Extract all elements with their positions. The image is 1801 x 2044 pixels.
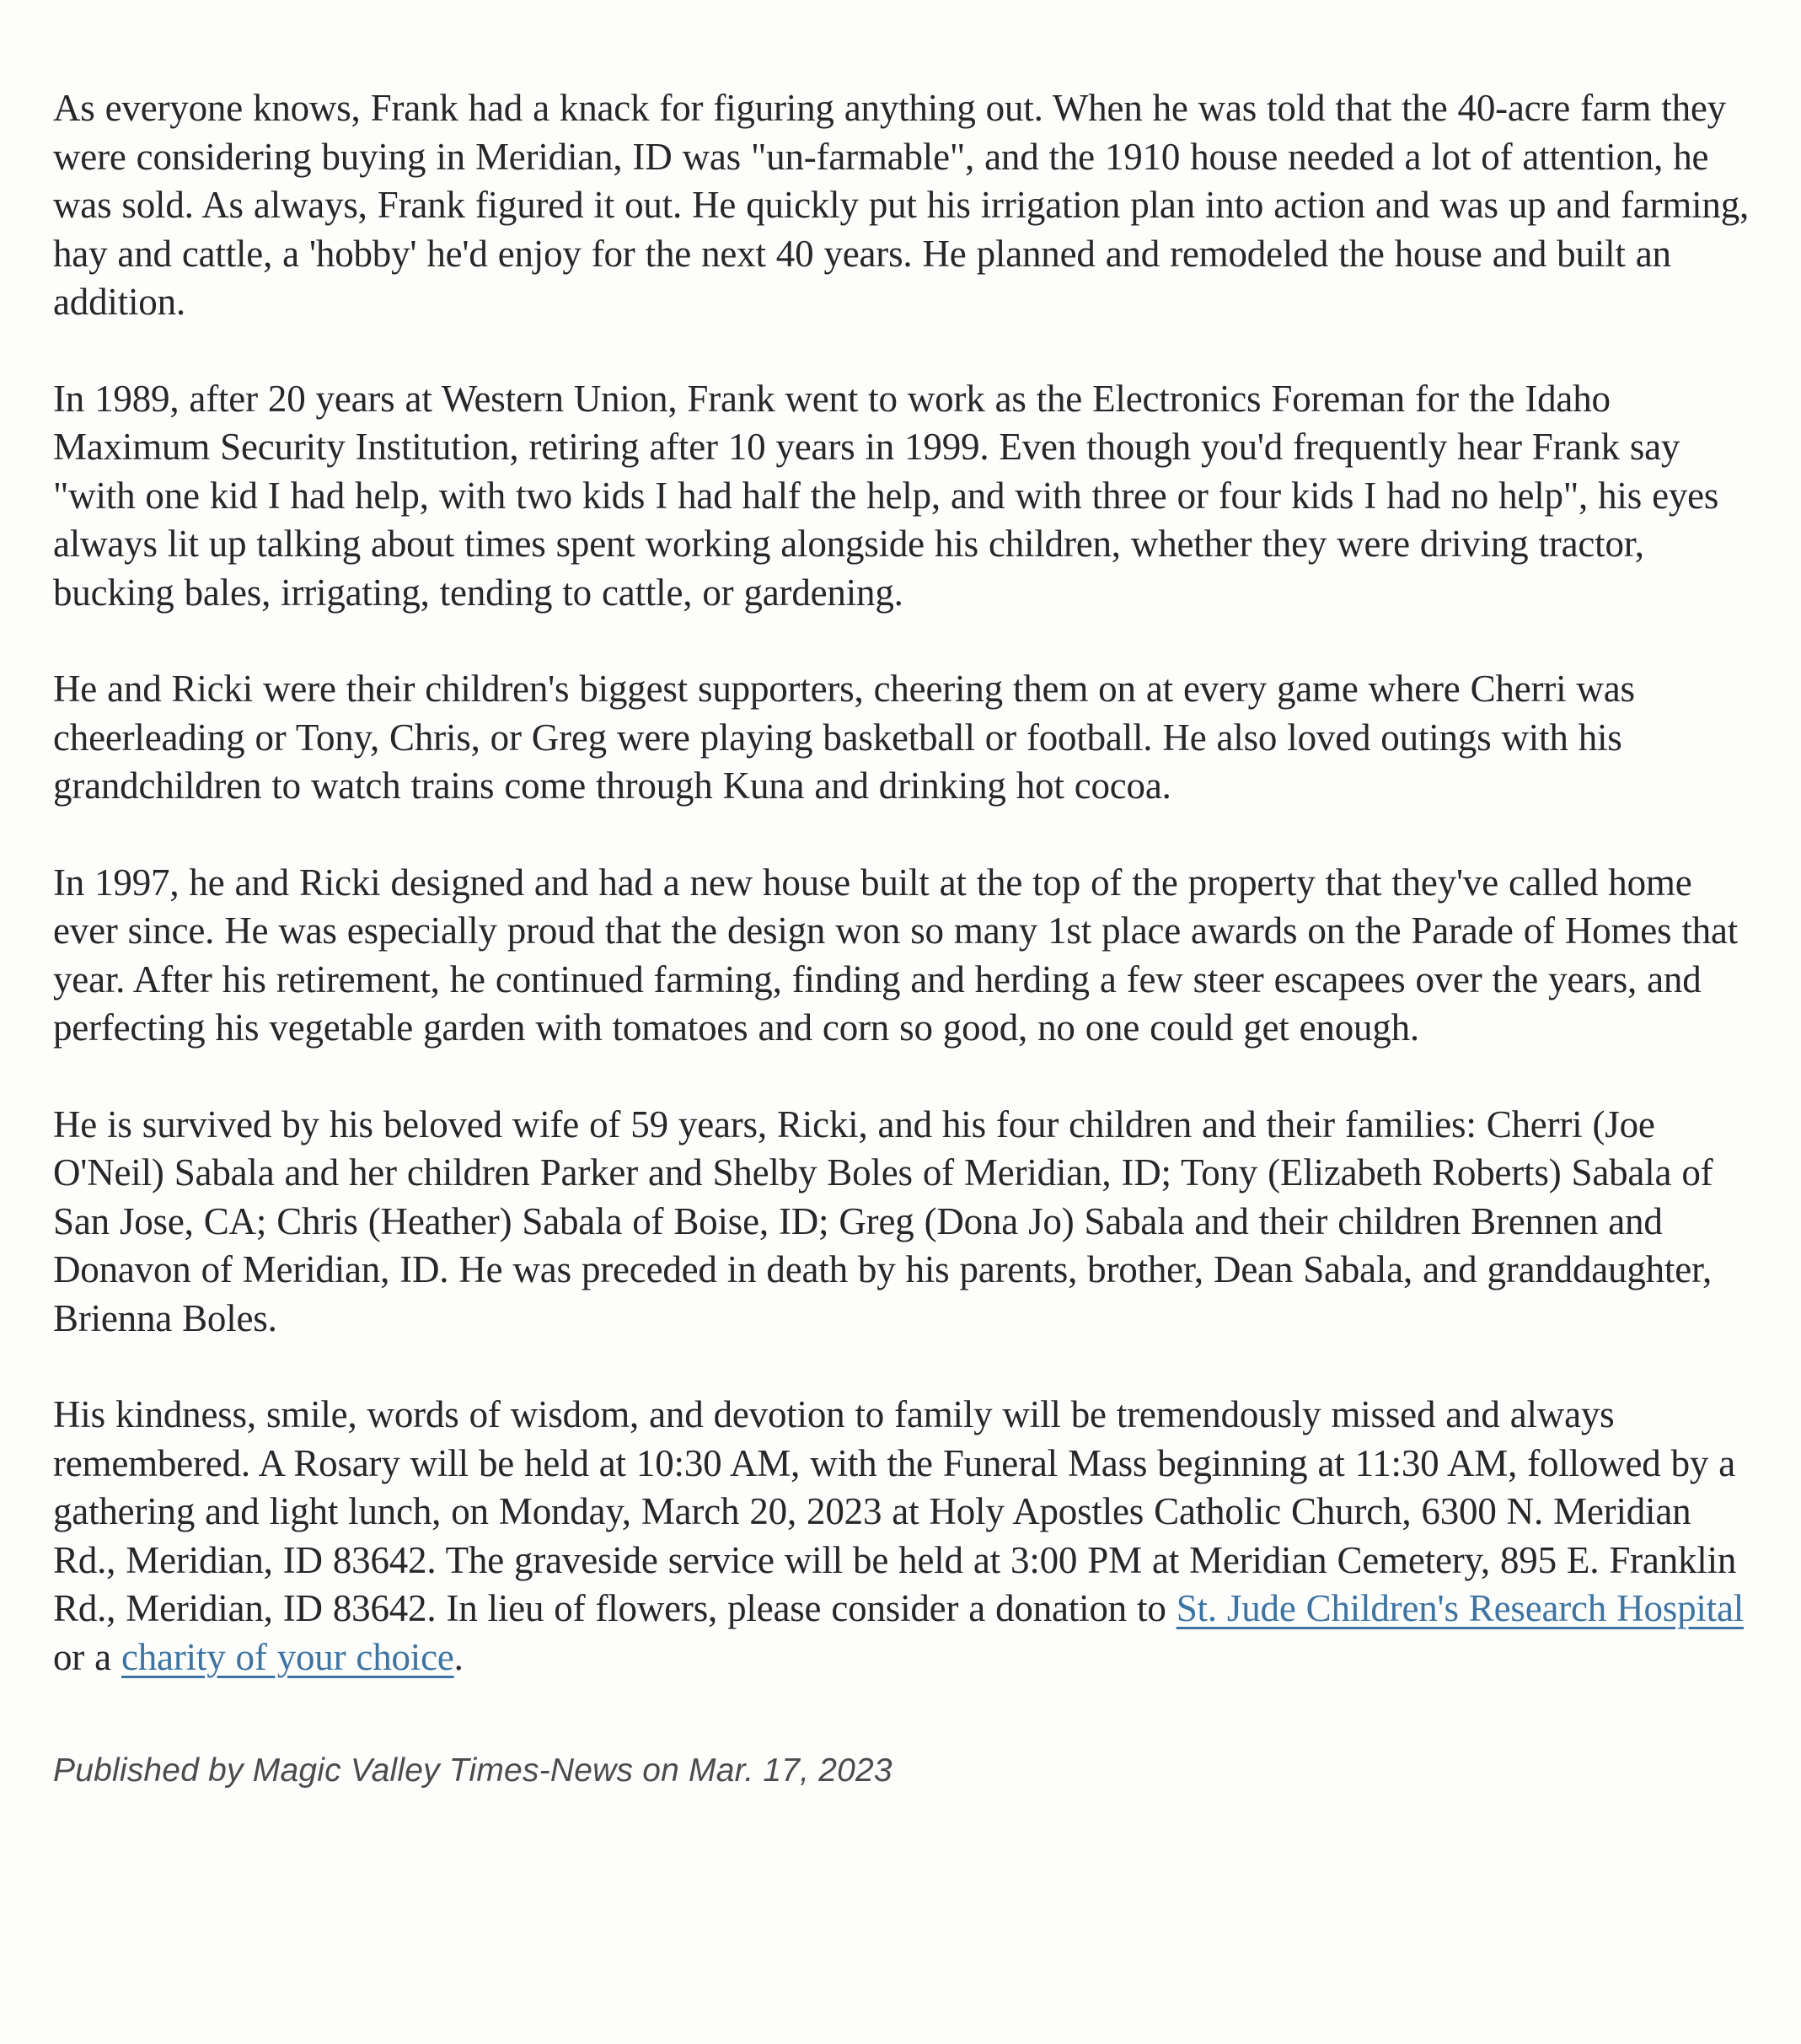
publication-credit: Published by Magic Valley Times-News on Mar. 17, 2023 (53, 1752, 892, 1789)
charity-of-your-choice-link[interactable]: charity of your choice (121, 1635, 454, 1678)
obituary-paragraph-3: He and Ricki were their children's biggest supporters, cheering them on at every game where Cherri was cheerleading or Tony, Chris, or Greg were playing basketball or football. He also loved outings with his grandchildren to watch trains come through Kuna and drinking hot cocoa. (53, 668, 1635, 807)
closing-text-before-links: His kindness, smile, words of wisdom, and devotion to family will be tremendously missed and always remembered. A Rosary will be held at 10:30 AM, with the Funeral Mass beginning at 11:30 AM, followed by a gathering and light lunch, on Monday, March 20, 2023 at Holy Apostles Catholic Church, 6300 N. Meridian Rd., Meridian, ID 83642. The graveside service will be held at 3:00 PM at Meridian Cemetery, 895 E. Franklin Rd., Meridian, ID 83642. In lieu of flowers, please consider a donation to (53, 1393, 1737, 1629)
obituary-paragraph-1: As everyone knows, Frank had a knack for figuring anything out. When he was told that the 40-acre farm they were considering buying in Meridian, ID was "un-farmable", and the 1910 house needed a lot of attention, he was sold. As always, Frank figured it out. He quickly put his irrigation plan into action and was up and farming, hay and cattle, a 'hobby' he'd enjoy for the next 40 years. He planned and remodeled the house and built an addition. (53, 87, 1750, 323)
closing-text-after-links: . (453, 1635, 464, 1678)
closing-text-between-links: or a (53, 1635, 121, 1678)
obituary-paragraph-5: He is survived by his beloved wife of 59 years, Ricki, and his four children and their families: Cherri (Joe O'Neil) Sabala and her children Parker and Shelby Boles of Meridian, ID; Tony (Elizabeth Roberts) Sabala of San Jose, CA; Chris (Heather) Sabala of Boise, ID; Greg (Dona Jo) Sabala and their children Brennen and Donavon of Meridian, ID. He was preceded in death by his parents, brother, Dean Sabala, and granddaughter, Brienna Boles. (53, 1102, 1713, 1339)
obituary-body (53, 84, 1752, 1682)
obituary-paragraph-2: In 1989, after 20 years at Western Union, Frank went to work as the Electronics Foreman for the Idaho Maximum Security Institution, retiring after 10 years in 1999. Even though you'd frequently hear Frank say "with one kid I had help, with two kids I had half the help, and with three or four kids I had no help", his eyes always lit up talking about times spent working alongside his children, whether they were driving tractor, bucking bales, irrigating, tending to cattle, or gardening. (53, 377, 1719, 614)
obituary-paragraph-4: In 1997, he and Ricki designed and had a new house built at the top of the property that they've called home ever since. He was especially proud that the design won so many 1st place awards on the Parade of Homes that year. After his retirement, he continued farming, finding and herding a few steer escapees over the years, and perfecting his vegetable garden with tomatoes and corn so good, no one could get enough. (53, 861, 1739, 1049)
st-jude-hospital-link[interactable]: St. Jude Children's Research Hospital (1176, 1587, 1745, 1629)
obituary-paragraph-6 (53, 1391, 1752, 1682)
